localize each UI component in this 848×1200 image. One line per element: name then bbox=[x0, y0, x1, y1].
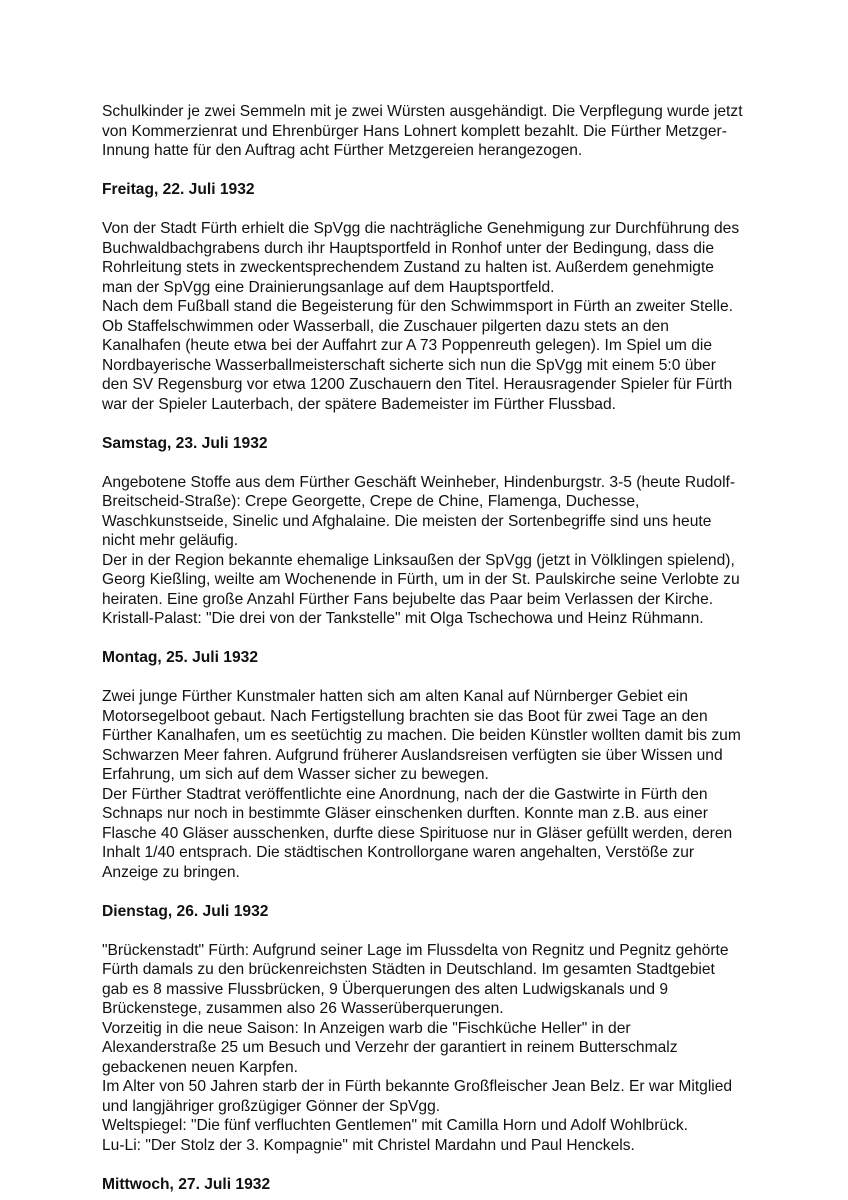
text-line: Brückenstege, zusammen also 26 Wasserüberquerungen. bbox=[102, 1000, 504, 1017]
text-line: Von der Stadt Fürth erhielt die SpVgg die nachträgliche Genehmigung zur Durchführung des bbox=[102, 220, 740, 237]
text-line: Im Alter von 50 Jahren starb der in Fürth bekannte Großfleischer Jean Belz. Er war Mitglied bbox=[102, 1078, 733, 1095]
text-line: Weltspiegel: "Die fünf verfluchten Gentlemen" mit Camilla Horn und Adolf Wohlbrück. bbox=[102, 1117, 688, 1134]
text-line: den SV Regensburg vor etwa 1200 Zuschauern den Titel. Herausragender Spieler für Fürth bbox=[102, 376, 733, 393]
text-line: Schulkinder je zwei Semmeln mit je zwei Würsten ausgehändigt. Die Verpflegung wurde jetzt bbox=[102, 103, 743, 120]
text-line: Lu-Li: "Der Stolz der 3. Kompagnie" mit Christel Mardahn und Paul Henckels. bbox=[102, 1136, 635, 1154]
text-line: Angebotene Stoffe aus dem Fürther Geschäft Weinheber, Hindenburgstr. 3-5 (heute Rudolf- bbox=[102, 473, 736, 491]
text-line: Zwei junge Fürther Kunstmaler hatten sich am alten Kanal auf Nürnberger Gebiet ein bbox=[102, 688, 688, 705]
block-spacer bbox=[102, 453, 752, 473]
text-line: Flasche 40 Gläser ausschenken, durfte diese Spirituose nur in Gläser gefüllt werden, deren bbox=[102, 824, 733, 842]
paragraph bbox=[102, 473, 752, 629]
text-line: Der in der Region bekannte ehemalige Linksaußen der SpVgg (jetzt in Völklingen spielend), bbox=[102, 551, 735, 569]
text-line: Der Fürther Stadtrat veröffentlichte eine Anordnung, nach der die Gastwirte in Fürth den bbox=[102, 785, 708, 803]
text-line: Schwarzen Meer fahren. Aufgrund früherer Auslandsreisen verfügten sie über Wissen und bbox=[102, 746, 723, 764]
text-line: Schnaps nur noch in bestimmte Gläser einschenken durften. Konnte man z.B. aus einer bbox=[102, 805, 708, 822]
text-line: Erfahrung, um sich auf dem Wasser sicher zu bewegen. bbox=[102, 766, 489, 783]
text-line: und langjähriger großzügiger Gönner der SpVgg. bbox=[102, 1097, 441, 1115]
text-line: Vorzeitig in die neue Saison: In Anzeigen warb die "Fischküche Heller" in der bbox=[102, 1019, 631, 1037]
paragraph bbox=[102, 102, 752, 161]
text-line: war der Spieler Lauterbach, der spätere Bademeister im Fürther Flussbad. bbox=[102, 395, 616, 413]
text-line: Kanalhafen (heute etwa bei der Auffahrt zur A 73 Poppenreuth gelegen). Im Spiel um die bbox=[102, 337, 713, 354]
text-line: von Kommerzienrat und Ehrenbürger Hans Lohnert komplett bezahlt. Die Fürther Metzger- bbox=[102, 122, 727, 140]
text-line: heiraten. Eine große Anzahl Fürther Fans bejubelte das Paar beim Verlassen der Kirche. bbox=[102, 590, 714, 608]
text-line: Rohrleitung stets in zweckentsprechendem Zustand zu halten ist. Außerdem genehmigte bbox=[102, 259, 714, 276]
block-spacer bbox=[102, 200, 752, 220]
date-heading: Samstag, 23. Juli 1932 bbox=[102, 434, 268, 452]
text-line: Georg Kießling, weilte am Wochenende in Fürth, um in der St. Paulskirche seine Verlobte zu bbox=[102, 571, 740, 588]
block-spacer bbox=[102, 161, 752, 181]
text-line: Ob Staffelschwimmen oder Wasserball, die Zuschauer pilgerten dazu stets an den bbox=[102, 317, 669, 335]
text-line: Inhalt 1/40 entsprach. Die städtischen Kontrollorgane waren angehalten, Verstöße zur bbox=[102, 844, 695, 861]
text-line: "Brückenstadt" Fürth: Aufgrund seiner Lage im Flussdelta von Regnitz und Pegnitz gehörte bbox=[102, 941, 729, 959]
text-line: Fürther Kanalhafen, um es seetüchtig zu machen. Die beiden Künstler wollten damit bis zum bbox=[102, 727, 741, 744]
block-spacer bbox=[102, 668, 752, 688]
text-line: Kristall-Palast: "Die drei von der Tankstelle" mit Olga Tschechowa und Heinz Rühmann. bbox=[102, 610, 704, 627]
text-line: gab es 8 massive Flussbrücken, 9 Überquerungen des alten Ludwigskanals und 9 bbox=[102, 980, 669, 998]
text-line: Waschkunstseide, Sinelic und Afghalaine. Die meisten der Sortenbegriffe sind uns heute bbox=[102, 512, 712, 530]
text-line: nicht mehr geläufig. bbox=[102, 532, 239, 549]
document-body bbox=[102, 102, 752, 1194]
text-line: Alexanderstraße 25 um Besuch und Verzehr der garantiert in reinem Butterschmalz bbox=[102, 1039, 678, 1056]
paragraph bbox=[102, 687, 752, 882]
date-heading: Montag, 25. Juli 1932 bbox=[102, 649, 258, 666]
text-line: Anzeige zu bringen. bbox=[102, 863, 240, 881]
text-line: gebackenen neuen Karpfen. bbox=[102, 1058, 298, 1076]
text-line: Motorsegelboot gebaut. Nach Fertigstellung brachten sie das Boot für zwei Tage an den bbox=[102, 707, 708, 725]
date-heading: Dienstag, 26. Juli 1932 bbox=[102, 902, 269, 920]
text-line: man der SpVgg eine Drainierungsanlage auf dem Hauptsportfeld. bbox=[102, 278, 555, 296]
block-spacer bbox=[102, 629, 752, 649]
block-spacer bbox=[102, 921, 752, 941]
text-line: Fürth damals zu den brückenreichsten Städten in Deutschland. Im gesamten Stadtgebiet bbox=[102, 961, 715, 978]
text-line: Nach dem Fußball stand die Begeisterung für den Schwimmsport in Fürth an zweiter Stelle. bbox=[102, 298, 733, 315]
date-heading: Freitag, 22. Juli 1932 bbox=[102, 181, 255, 198]
paragraph bbox=[102, 219, 752, 414]
text-line: Breitscheid-Straße): Crepe Georgette, Crepe de Chine, Flamenga, Duchesse, bbox=[102, 493, 640, 510]
text-line: Buchwaldbachgrabens durch ihr Hauptsportfeld in Ronhof unter der Bedingung, dass die bbox=[102, 239, 715, 257]
block-spacer bbox=[102, 414, 752, 434]
block-spacer bbox=[102, 1155, 752, 1175]
text-line: Innung hatte für den Auftrag acht Fürther Metzgereien herangezogen. bbox=[102, 142, 583, 159]
block-spacer bbox=[102, 882, 752, 902]
date-heading: Mittwoch, 27. Juli 1932 bbox=[102, 1175, 271, 1193]
text-line: Nordbayerische Wasserballmeisterschaft sicherte sich nun die SpVgg mit einem 5:0 über bbox=[102, 356, 716, 374]
paragraph bbox=[102, 941, 752, 1156]
